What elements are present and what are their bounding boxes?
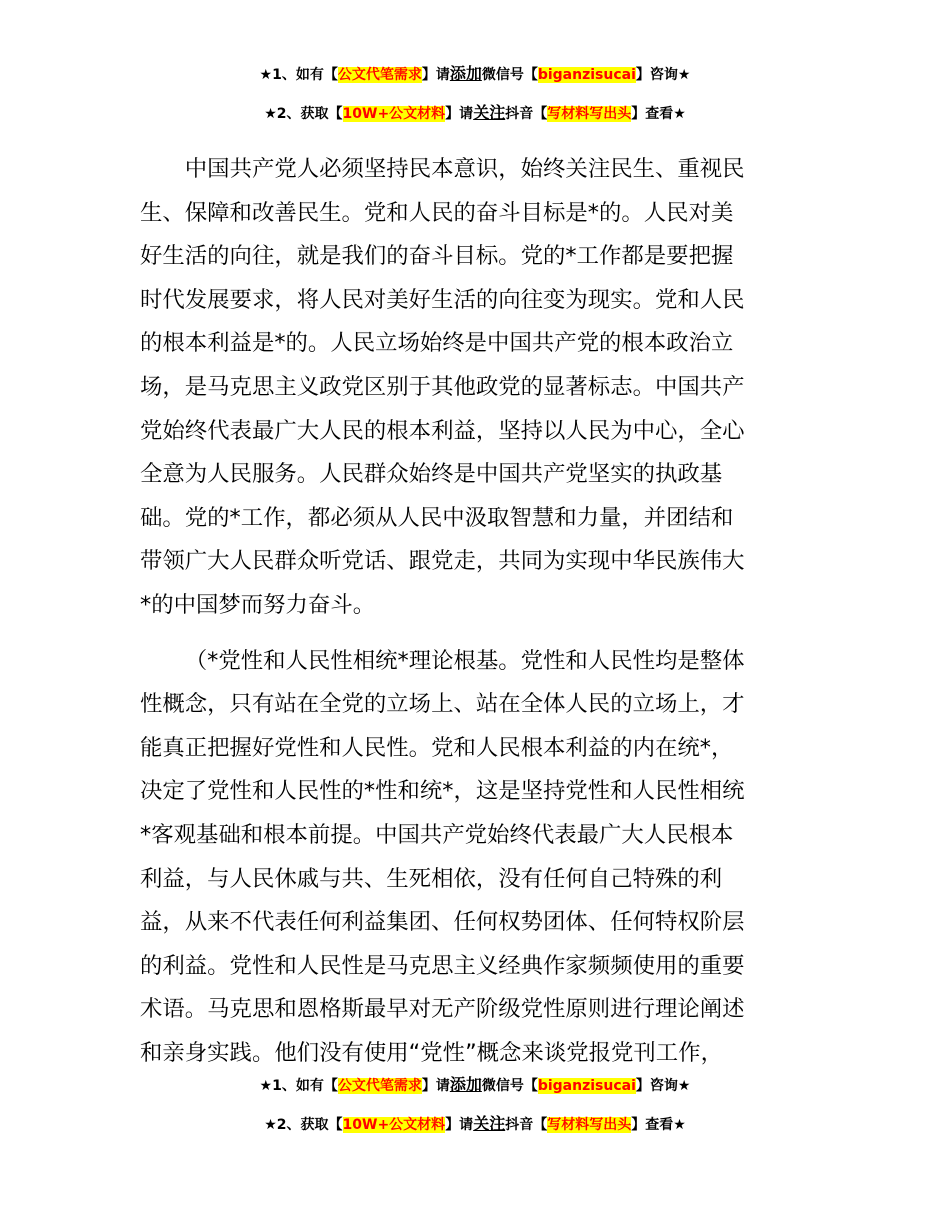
highlight-service: 公文代笔需求	[337, 1078, 422, 1094]
banner-text: 微信号【	[481, 1078, 538, 1094]
emphasis-text: 添加	[449, 1075, 482, 1094]
emphasis-text: 关注	[473, 1114, 506, 1133]
emphasis-text: 关注	[473, 103, 506, 122]
banner-text: 】查看★	[631, 106, 686, 122]
banner-text: 微信号【	[481, 67, 538, 83]
highlight-douyin-account: 写材料写出头	[547, 1117, 632, 1133]
banner-text: 】查看★	[631, 1117, 686, 1133]
banner-line-1	[0, 62, 950, 86]
banner-text: ★2、获取【	[264, 106, 343, 122]
highlight-service: 公文代笔需求	[337, 67, 422, 83]
emphasis-text: 添加	[449, 64, 482, 83]
banner-line-2	[0, 1112, 950, 1136]
banner-text: 】请	[445, 106, 474, 122]
banner-text: ★2、获取【	[264, 1117, 343, 1133]
highlight-wechat-id: biganzisucai	[537, 67, 636, 83]
highlight-materials: 10W+公文材料	[342, 106, 446, 122]
banner-line-2	[0, 101, 950, 125]
paragraph: 中国共产党人必须坚持民本意识，始终关注民生、重视民 生、保障和改善民生。党和人民的奋斗目标是*的。人民对美 好生活的向往，就是我们的奋斗目标。党的*工作都是要把握 时代发展要求，将人民对美好生活的向往变为现实。党和人民 的根本利益是*的。人民立场始终是中国共产党的根本政治立 场，是马克思主义政党区别于其他政党的显著标志。中国共产 党始终代表最广大人民的根本利益，坚持以人民为中心，全心 全意为人民服务。人民群众始终是中国共产党坚实的执政基 础。党的*工作，都必须从人民中汲取智慧和力量，并团结和 带领广大人民群众听党话、跟党走，共同为实现中华民族伟大 *的中国梦而努力奋斗。	[140, 156, 745, 618]
banner-line-1	[0, 1073, 950, 1097]
document-body	[140, 148, 812, 1075]
banner-text: 抖音【	[505, 1117, 548, 1133]
highlight-materials: 10W+公文材料	[342, 1117, 446, 1133]
banner-text: 抖音【	[505, 106, 548, 122]
banner-text: 】请	[445, 1117, 474, 1133]
banner-text: 】咨询★	[635, 1078, 691, 1094]
banner-text: ★1、如有【	[259, 1078, 338, 1094]
highlight-wechat-id: biganzisucai	[537, 1078, 636, 1094]
paragraph: （*党性和人民性相统*理论根基。党性和人民性均是整体 性概念，只有站在全党的立场上、站在全体人民的立场上，才 能真正把握好党性和人民性。党和人民根本利益的内在统*， 决定了党性和人民性的*性和统*，这是坚持党性和人民性相统 *客观基础和根本前提。中国共产党始终代表最广大人民根本 利益，与人民休戚与共、生死相依，没有任何自己特殊的利 益，从来不代表任何利益集团、任何权势团体、任何特权阶层 的利益。党性和人民性是马克思主义经典作家频频使用的重要 术语。马克思和恩格斯最早对无产阶级党性原则进行理论阐述 和亲身实践。他们没有使用“党性”概念来谈党报党刊工作，	[140, 647, 745, 1066]
banner-text: 】请	[421, 67, 450, 83]
banner-text: ★1、如有【	[259, 67, 338, 83]
header-banner	[0, 62, 950, 125]
footer-banner	[0, 1073, 950, 1136]
highlight-douyin-account: 写材料写出头	[547, 106, 632, 122]
banner-text: 】咨询★	[635, 67, 691, 83]
banner-text: 】请	[421, 1078, 450, 1094]
